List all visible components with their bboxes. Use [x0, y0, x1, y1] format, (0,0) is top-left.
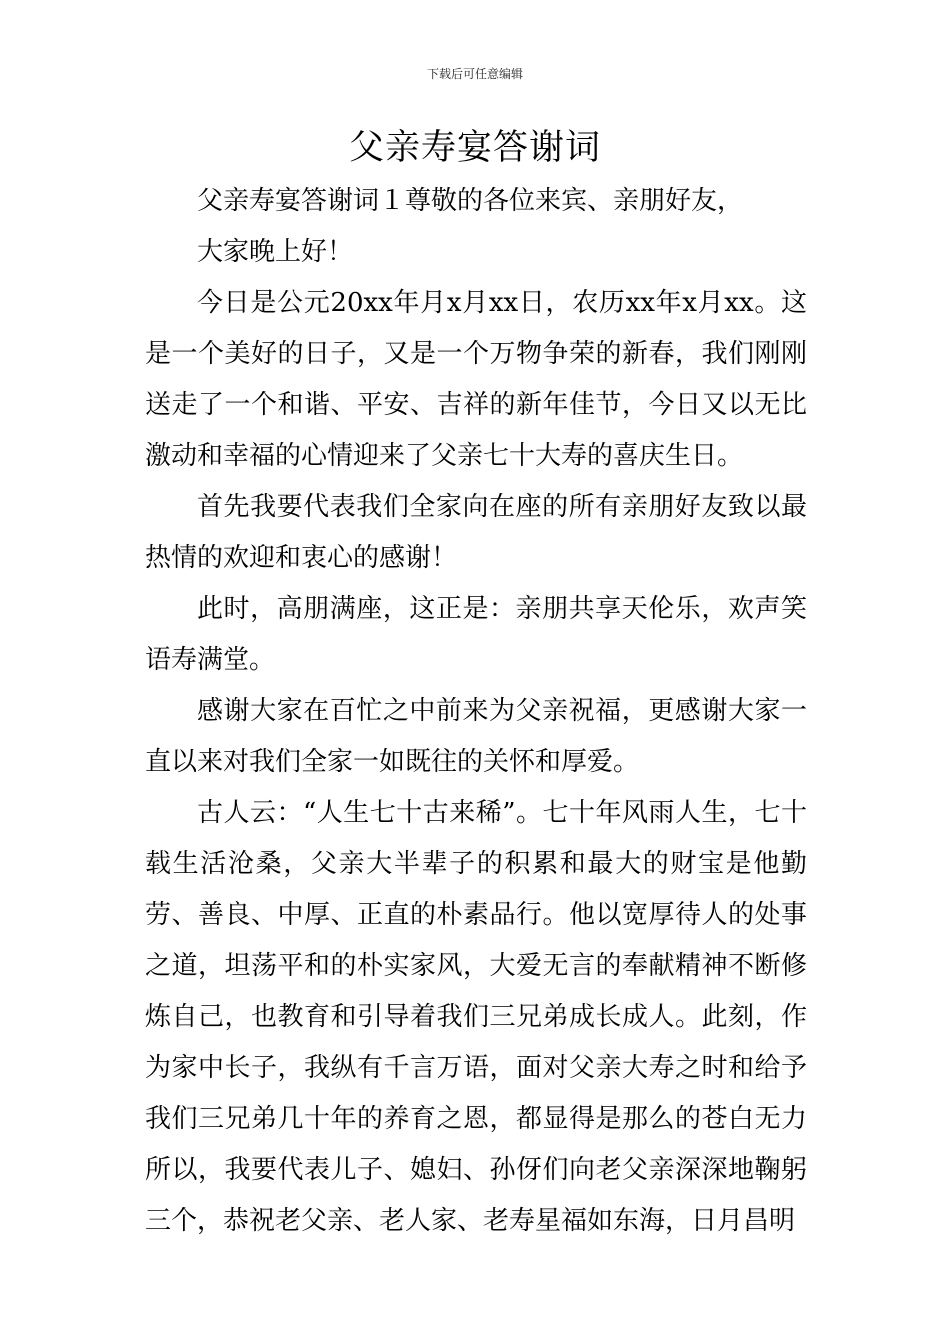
- paragraph-date: 今日是公元20xx年月x月xx日，农历xx年x月xx。这是一个美好的日子，又是一个万物争荣的新春，我们刚刚送走了一个和谐、平安、吉祥的新年佳节，今日又以无比激动和幸福的心情迎来了父亲七十大寿的喜庆生日。: [145, 288, 807, 471]
- paragraph-tribute: 古人云：“人生七十古来稀”。七十年风雨人生，七十载生活沧桑，父亲大半辈子的积累和最大的财宝是他勤劳、善良、中厚、正直的朴素品行。他以宽厚待人的处事之道，坦荡平和的朴实家风，大爱无言的奉献精神不断修炼自己，也教育和引导着我们三兄弟成长成人。此刻，作为家中长子，我纵有千言万语，面对父亲大寿之时和给予我们三兄弟几十年的养育之恩，都显得是那么的苍白无力所以，我要代表儿子、媳妇、孙伢们向老父亲深深地鞠躬三个，恭祝老父亲、老人家、老寿星福如东海，日月昌明: [145, 798, 807, 1236]
- document-body: [145, 176, 807, 1247]
- paragraph-greeting: 父亲寿宴答谢词１尊敬的各位来宾、亲朋好友，: [197, 186, 744, 216]
- paragraph-evening: 大家晚上好！: [197, 237, 354, 267]
- paragraph-welcome: 首先我要代表我们全家向在座的所有亲朋好友致以最热情的欢迎和衷心的感谢！: [145, 492, 807, 573]
- paragraph-gathering: 此时，高朋满座，这正是：亲朋共享天伦乐，欢声笑语寿满堂。: [145, 594, 807, 675]
- header-note: 下载后可任意编辑: [426, 67, 523, 81]
- paragraph-thanks: 感谢大家在百忙之中前来为父亲祝福，更感谢大家一直以来对我们全家一如既往的关怀和厚爱。: [145, 696, 807, 777]
- document-title: 父亲寿宴答谢词: [348, 128, 601, 168]
